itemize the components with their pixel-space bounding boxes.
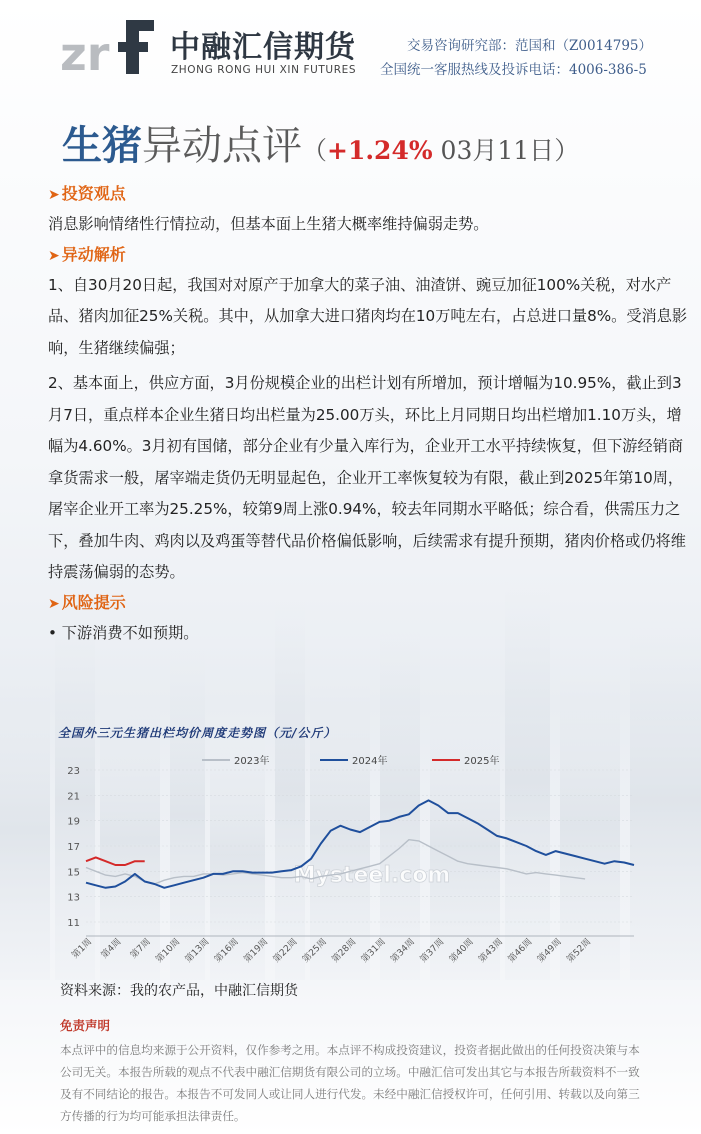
legend-label: 2024年	[352, 756, 388, 767]
section-heading-view	[48, 180, 688, 209]
bullet-icon: •	[48, 623, 62, 642]
x-tick-label: 第7周	[128, 937, 153, 961]
title-open-paren: （	[302, 136, 328, 165]
chart-plot	[52, 722, 642, 977]
legend-label: 2025年	[464, 756, 500, 767]
brand-name-cn: 中融汇信期货	[170, 30, 356, 65]
y-tick-label: 13	[67, 892, 80, 904]
view-text: 消息影响情绪性行情拉动，但基本面上生猪大概率维持偏弱走势。	[48, 215, 489, 233]
y-tick-label: 17	[67, 842, 80, 853]
x-tick-label: 第25周	[301, 937, 329, 965]
chevron-right-icon: ➤	[48, 247, 60, 264]
x-tick-label: 第46周	[506, 937, 535, 965]
company-logo-mark	[60, 14, 160, 78]
x-tick-label: 第31周	[359, 937, 388, 965]
contact-info	[380, 34, 701, 82]
disclaimer-title: 免责声明	[60, 1018, 111, 1033]
section-heading-text: 投资观点	[61, 184, 126, 203]
analysis-paragraph-1: 1、自30月20日起，我国对对原产于加拿大的菜子油、油渣饼、豌豆加征100%关税，对水产品、猪肉加征25%关税。其中，从加拿大进口猪肉均在10万吨左右，占总进口量8%。受消息影响，生猪继续偏强；	[48, 275, 688, 357]
x-tick-label: 第22周	[271, 937, 300, 965]
data-source: 资料来源：我的农产品，中融汇信期货	[60, 983, 298, 999]
analyst-line: 交易咨询研究部：范国和（Z0014795）	[407, 38, 653, 54]
chart-watermark: Mysteel.com	[293, 863, 451, 888]
section-heading-analysis	[48, 241, 688, 270]
page-title	[62, 114, 579, 171]
chevron-right-icon: ➤	[48, 595, 60, 612]
x-tick-label: 第4周	[99, 937, 124, 961]
title-close-paren: ）	[554, 136, 580, 165]
x-tick-label: 第40周	[447, 937, 476, 965]
chart-title: 全国外三元生猪出栏均价周度走势图（元/公斤）	[58, 726, 337, 740]
risk-item-text: 下游消费不如预期。	[61, 623, 199, 642]
title-date: 03月11日	[432, 136, 555, 165]
price-trend-chart	[52, 722, 642, 977]
risk-list-item	[48, 618, 688, 648]
x-tick-label: 第52周	[565, 937, 594, 965]
x-tick-label: 第28周	[330, 937, 359, 965]
x-tick-label: 第43周	[477, 937, 506, 965]
x-tick-label: 第10周	[154, 937, 183, 965]
x-tick-label: 第1周	[70, 937, 95, 961]
title-commodity: 生猪	[62, 123, 142, 169]
x-tick-label: 第49周	[535, 937, 564, 965]
y-tick-label: 15	[67, 867, 80, 879]
y-tick-label: 21	[67, 791, 80, 803]
svg-text:zr: zr	[60, 27, 110, 78]
section-heading-text: 风险提示	[61, 592, 126, 612]
brand-name-en: ZHONG RONG HUI XIN FUTURES	[171, 64, 357, 76]
chevron-right-icon: ➤	[48, 187, 60, 203]
section-heading-text: 异动解析	[61, 244, 126, 264]
x-tick-label: 第13周	[183, 937, 212, 965]
y-tick-label: 19	[67, 816, 80, 828]
section-heading-risk	[48, 589, 688, 618]
y-tick-label: 23	[67, 766, 80, 777]
report-body	[48, 180, 688, 648]
header	[0, 0, 701, 92]
disclaimer-text: 本点评中的信息均来源于公开资料，仅作参考之用。本点评不构成投资建议，投资者据此做出的任何投资决策与本公司无关。本报告所载的观点不代表中融汇信期货有限公司的立场。中融汇信可发出其它与本报告所载资料不一致及有不同结论的报告。本报告不可发同人或让同人进行代发。未经中融汇信授权许可，任何引用、转载以及向第三方传播的行为均可能承担法律责任。	[60, 1043, 640, 1123]
series-line	[86, 857, 145, 865]
x-tick-label: 第34周	[389, 937, 418, 965]
legend-label: 2023年	[234, 756, 270, 767]
title-topic: 异动点评	[142, 123, 302, 169]
x-tick-label: 第37周	[418, 937, 447, 965]
price-change-badge: +1.24%	[327, 136, 433, 165]
hotline-line: 全国统一客服热线及投诉电话：4006-386-5	[380, 62, 647, 78]
x-tick-label: 第19周	[242, 937, 271, 965]
x-tick-label: 第16周	[213, 937, 241, 965]
y-tick-label: 11	[67, 918, 80, 929]
analysis-paragraph-2: 2、基本面上，供应方面，3月份规模企业的出栏计划有所增加，预计增幅为10.95%，截止到3月7日，重点样本企业生猪日均出栏量为25.00万头，环比上月同期日均出栏增加1.10万头，增幅为4.60%。3月初有国储，部分企业有少量入库行为，企业开工水平持续恢复，但下游经销商拿货需求一般，屠宰端走货仍无明显起色，企业开工率恢复较为有限，截止到2025年第10周，屠宰企业开工率为25.25%，较第9周上涨0.94%，较去年同期水平略低；综合看，供需压力之下，叠加牛肉、鸡肉以及鸡蛋等替代品价格偏低影响，后续需求有提升预期，猪肉价格或仍将维持震荡偏弱的态势。	[48, 374, 686, 581]
